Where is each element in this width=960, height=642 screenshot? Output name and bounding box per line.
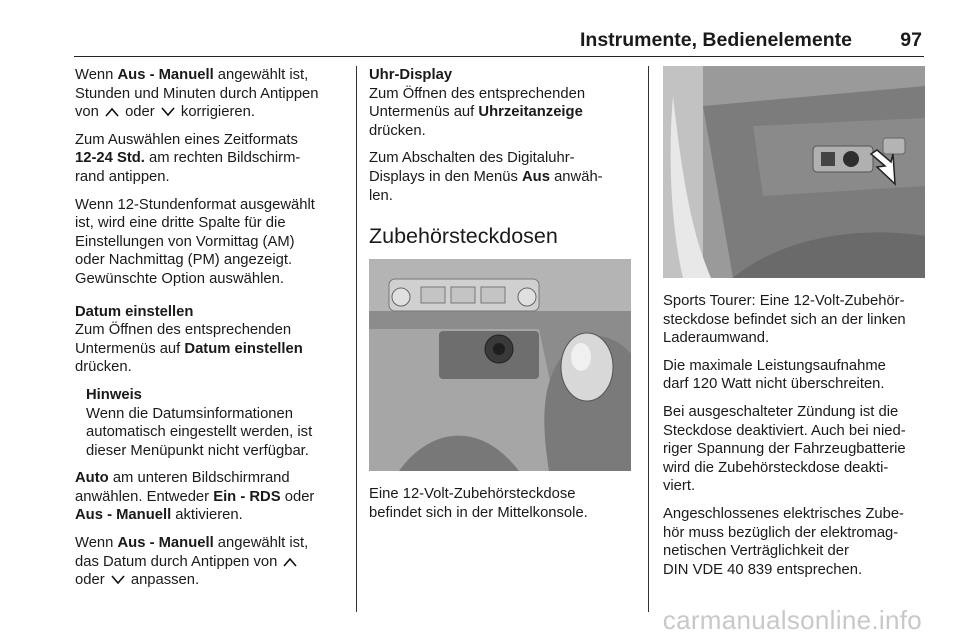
- paragraph: Bei ausgeschalteter Zündung ist die Steckdose deaktiviert. Auch bei nied- riger Spannung der Fahrzeugbatterie wird die Zubehörsteckdose deakti- viert.: [663, 403, 906, 495]
- paragraph: Zum Abschalten des Digitaluhr- Displays in den Menüs Aus anwäh- len.: [369, 150, 603, 204]
- column-right: [663, 66, 929, 588]
- cargo-area-illustration: [663, 66, 925, 278]
- paragraph: Die maximale Leistungsaufnahme darf 120 Watt nicht überschreiten.: [663, 357, 886, 393]
- paragraph: Zum Öffnen des entsprechenden Untermenüs auf Uhrzeitanzeige drücken.: [369, 85, 586, 139]
- column-divider: [356, 66, 357, 612]
- chevron-up-icon: [283, 557, 297, 567]
- page-title: Instrumente, Bedienelemente: [580, 29, 852, 51]
- paragraph: Zum Auswählen eines Zeitformats 12-24 Std. am rechten Bildschirm- rand antippen.: [75, 131, 301, 185]
- paragraph: Angeschlossenes elektrisches Zube- hör muss bezüglich der elektromag- netischen Verträglichkeit der DIN VDE 40 839 entsprechen.: [663, 505, 904, 578]
- paragraph: Auto am unteren Bildschirmrand anwählen. Entweder Ein - RDS oder Aus - Manuell aktivieren.: [75, 470, 315, 524]
- cargo-socket-photo: [663, 66, 925, 278]
- column-middle: [369, 66, 635, 531]
- subheading: Uhr-Display: [369, 67, 453, 83]
- column-left: [75, 66, 347, 599]
- page-header: [74, 26, 924, 57]
- note-title: Hinweis: [86, 386, 142, 403]
- paragraph: Zum Öffnen des entsprechenden Untermenüs auf Datum einstellen drücken.: [75, 322, 303, 376]
- column-divider: [648, 66, 649, 612]
- section-heading: Zubehörsteckdosen: [369, 224, 558, 249]
- note-box: Hinweis Wenn die Datumsinformationen automatisch eingestellt werden, ist dieser Menüpunkt nicht verfügbar.: [86, 386, 313, 459]
- chevron-down-icon: [111, 575, 125, 585]
- subheading: Datum einstellen: [75, 303, 194, 320]
- center-console-illustration: [369, 259, 631, 471]
- chevron-down-icon: [161, 107, 175, 117]
- watermark: carmanualsonline.info: [662, 605, 922, 635]
- paragraph: Sports Tourer: Eine 12-Volt-Zubehör- steckdose befindet sich an der linken Laderaumwand.: [663, 293, 906, 347]
- page-number: 97: [900, 29, 922, 51]
- figure-caption: Eine 12-Volt-Zubehörsteckdose befindet sich in der Mittelkonsole.: [369, 486, 588, 521]
- paragraph: Wenn 12-Stundenformat ausgewählt ist, wird eine dritte Spalte für die Einstellungen von Vormittag (AM) oder Nachmittag (PM) angezeigt. Gewünschte Option auswählen.: [75, 196, 315, 287]
- chevron-up-icon: [105, 107, 119, 117]
- paragraph: Wenn Aus - Manuell angewählt ist, Stunden und Minuten durch Antippen von oder korrigieren.: [75, 67, 319, 121]
- paragraph: Wenn Aus - Manuell angewählt ist, das Datum durch Antippen von oder anpassen.: [75, 535, 309, 589]
- console-socket-photo: [369, 259, 631, 471]
